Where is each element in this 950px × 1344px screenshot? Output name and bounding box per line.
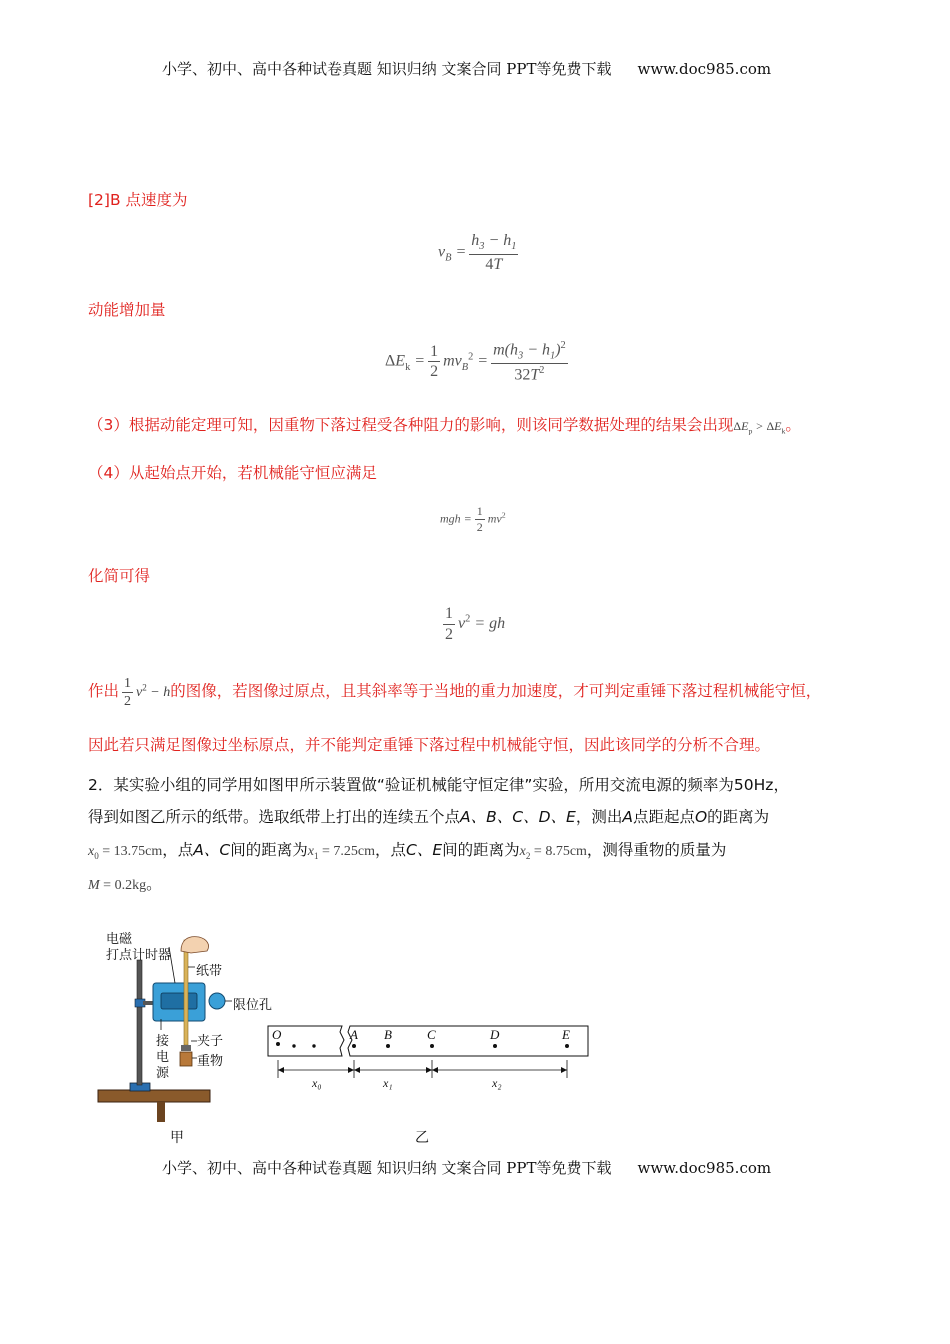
q2-point-o: O xyxy=(694,808,708,826)
label-clip xyxy=(197,1034,223,1050)
q2-l3a: ，点 xyxy=(162,841,194,859)
paper-tape xyxy=(184,940,188,1045)
clamp-bar xyxy=(143,1001,153,1005)
label-hole: 限位孔 xyxy=(233,998,273,1013)
label-power-1: 接 xyxy=(156,1034,170,1049)
q2-line2 xyxy=(88,805,769,827)
tape-point-d: D xyxy=(490,1027,500,1042)
dot-a xyxy=(352,1044,356,1048)
page-header xyxy=(162,58,771,79)
part3-text: （3）根据动能定理可知，因重物下落过程受各种阻力的影响，则该同学数据处理的结果会出现 xyxy=(88,416,734,434)
q2-points: A、B、C、D、E xyxy=(460,808,576,826)
ep-gt-ek: $\Delta E_p > \Delta E_k$ xyxy=(733,419,786,436)
footer-text: 小学、初中、高中各种试卷真题 知识归纳 文案合同 PPT等免费下载 xyxy=(162,1159,612,1177)
half-v2-h: $\frac{1}{2}$ $v^2 - h$ xyxy=(124,676,171,710)
x2-value: $x_2 = 8.75cm$ xyxy=(519,844,587,861)
header-text: 小学、初中、高中各种试卷真题 知识归纳 文案合同 PPT等免费下载 xyxy=(162,60,612,78)
simplified-formula: $\frac{1}{2}$ $v^2$ = gh xyxy=(445,605,506,643)
label-power-2: 电 xyxy=(156,1050,170,1065)
dot-o1 xyxy=(292,1044,295,1047)
tape-point-o: O xyxy=(272,1027,282,1042)
q2-point-a: A xyxy=(622,808,633,826)
q2-l2b: ，测出 xyxy=(575,808,623,826)
conclusion-line2: 因此若只满足图像过坐标原点，并不能判定重锤下落过程中机械能守恒，因此该同学的分析不合理。 xyxy=(88,736,771,754)
part4: （4）从起始点开始，若机械能守恒应满足 xyxy=(88,464,377,482)
label-clip-text: 夹子 xyxy=(197,1034,224,1049)
caption-yi: 乙 xyxy=(415,1130,429,1146)
simplify-text: 化简可得 xyxy=(88,567,151,585)
mass-value: M = 0.2kg xyxy=(88,878,147,893)
tape-dist-x2: x₂ xyxy=(492,1076,502,1090)
stand-rod xyxy=(137,960,142,1085)
dot-d xyxy=(493,1044,497,1048)
tape-point-a: A xyxy=(350,1027,358,1042)
dot-e xyxy=(565,1044,569,1048)
weight xyxy=(180,1052,192,1066)
q2-line3 xyxy=(88,838,726,861)
header-url[interactable]: www.doc985.com xyxy=(637,60,772,78)
label-timer-2: 打点计时器 xyxy=(106,948,172,963)
dot-b xyxy=(386,1044,390,1048)
x1-value: $x_1 = 7.25cm$ xyxy=(307,844,375,861)
caption-jia: 甲 xyxy=(170,1130,184,1146)
q2-l3b: 间的距离为 xyxy=(230,841,308,859)
conclusion-line1 xyxy=(88,676,821,710)
x0-value: $x_0 = 13.75cm$ xyxy=(88,844,163,861)
part3-end: 。 xyxy=(785,416,801,434)
dot-o2 xyxy=(312,1044,315,1047)
q2-line1: 2．某实验小组的同学用如图甲所示装置做“验证机械能守恒定律”实验，所用交流电源的频率为50Hz， xyxy=(88,776,789,794)
q2-l3d: 间的距离为 xyxy=(442,841,520,859)
label-weight: 重物 xyxy=(197,1054,224,1069)
hand xyxy=(181,937,209,953)
limit-hole xyxy=(209,993,225,1009)
energy-formula: mgh = $\frac{1}{2}$ $mv^2$ xyxy=(440,504,506,535)
q2-pair-ce: C、E xyxy=(406,841,443,859)
q2-l3c: ，点 xyxy=(375,841,407,859)
q2-l4-end: 。 xyxy=(146,875,162,893)
q2-l2a: 得到如图乙所示的纸带。选取纸带上打出的连续五个点 xyxy=(88,808,461,826)
label-timer-1: 电磁 xyxy=(106,932,133,947)
q2-line4 xyxy=(88,872,162,894)
b-speed-intro: [2]B 点速度为 xyxy=(88,191,188,209)
tape-dist-x0: x₀ xyxy=(312,1076,322,1090)
clip xyxy=(181,1045,191,1051)
conclusion-prefix: 作出 xyxy=(88,682,120,701)
footer-url[interactable]: www.doc985.com xyxy=(637,1159,772,1177)
part3 xyxy=(88,413,801,435)
tape-point-e: E xyxy=(562,1027,570,1042)
label-tape: 纸带 xyxy=(196,964,223,979)
delta-ek-formula: $\Delta E_k$ = $\frac{1}{2}$ $mv_B^2$ = $\frac{m(h_3 - h_1)^2}{32T^2}$ xyxy=(385,340,566,384)
q2-pair-ac: A、C xyxy=(193,841,231,859)
label-power-3: 源 xyxy=(156,1066,170,1081)
tape-dist-x1: x₁ xyxy=(383,1076,393,1090)
dot-c xyxy=(430,1044,434,1048)
kinetic-intro: 动能增加量 xyxy=(88,301,166,319)
vb-formula: $v_B$ = $\frac{h_3 - h_1}{4T}$ xyxy=(438,232,517,273)
timer-window xyxy=(161,993,197,1009)
tape-point-c: C xyxy=(427,1027,436,1042)
table-top xyxy=(98,1090,210,1102)
conclusion-text-1: 的图像，若图像过原点，且其斜率等于当地的重力加速度，才可判定重锤下落过程机械能守恒， xyxy=(170,682,822,701)
q2-l3e: ，测得重物的质量为 xyxy=(586,841,727,859)
q2-l2c: 点距起点 xyxy=(632,808,695,826)
q2-l2d: 的距离为 xyxy=(707,808,770,826)
table-leg xyxy=(157,1102,165,1122)
page-footer xyxy=(162,1157,771,1178)
tape-point-b: B xyxy=(384,1027,392,1042)
